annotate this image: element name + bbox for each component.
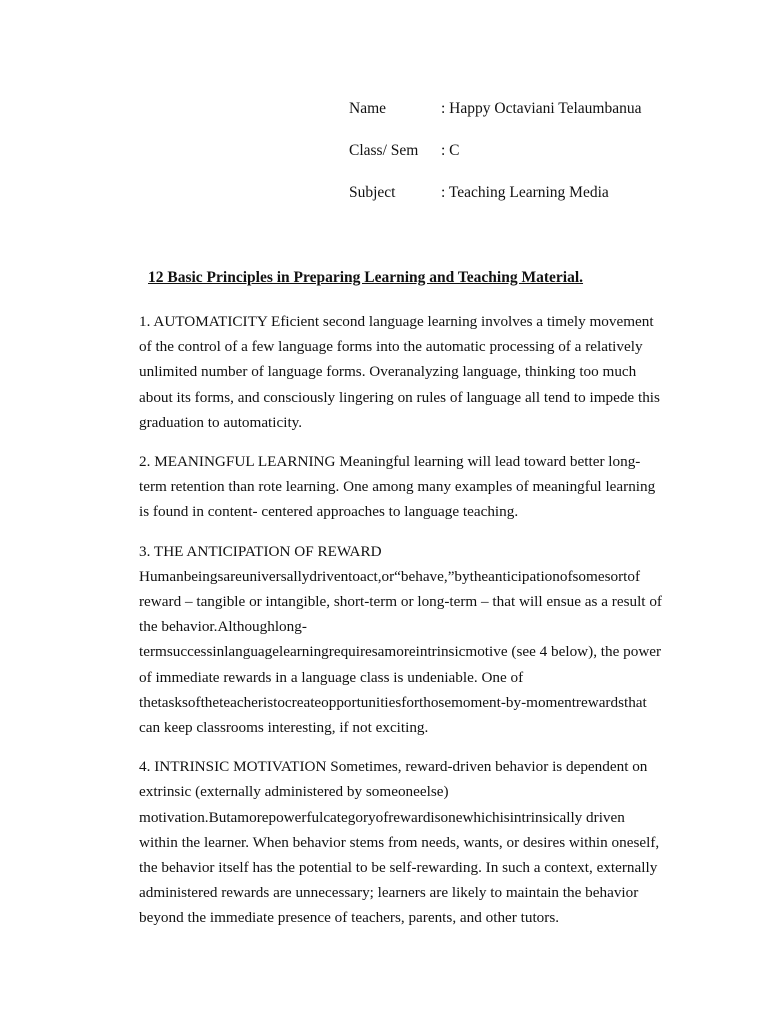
paragraph-line: beyond the immediate presence of teachers, parents, and other tutors. — [139, 909, 560, 927]
paragraph-line: graduation to automaticity. — [139, 413, 303, 431]
name-value: : Happy Octaviani Telaumbanua — [441, 100, 642, 117]
paragraph-line: thetasksoftheteacheristocreateopportunitiesforthosemoment-by-momentrewardsthat — [139, 693, 647, 711]
principle-paragraph — [139, 539, 679, 741]
paragraph-line: can keep classrooms interesting, if not exciting. — [139, 719, 429, 737]
paragraph-line: reward – tangible or intangible, short-term or long-term – that will ensue as a result of — [139, 593, 662, 611]
document-body — [139, 309, 679, 945]
subject-value: : Teaching Learning Media — [441, 184, 609, 201]
paragraph-line: term retention than rote learning. One among many examples of meaningful learning — [139, 478, 656, 496]
paragraph-line: extrinsic (externally administered by someoneelse) — [139, 783, 449, 801]
paragraph-line: 4. INTRINSIC MOTIVATION Sometimes, reward-driven behavior is dependent on — [139, 758, 648, 776]
subject-row — [349, 184, 749, 226]
principle-paragraph — [139, 309, 679, 435]
paragraph-line: administered rewards are unnecessary; learners are likely to maintain the behavior — [139, 884, 639, 902]
subject-label: Subject — [349, 184, 396, 201]
principle-paragraph — [139, 754, 679, 930]
class-row — [349, 142, 749, 184]
name-label: Name — [349, 100, 387, 117]
paragraph-line: unlimited number of language forms. Overanalyzing language, thinking too much — [139, 363, 637, 381]
paragraph-line: within the learner. When behavior stems from needs, wants, or desires within oneself, — [139, 833, 660, 851]
paragraph-line: about its forms, and consciously lingering on rules of language all tend to impede this — [139, 388, 660, 406]
paragraph-line: 1. AUTOMATICITY Eficient second language learning involves a timely movement — [139, 313, 654, 330]
paragraph-line: of immediate rewards in a language class is undeniable. One of — [139, 668, 524, 686]
paragraph-line: 3. THE ANTICIPATION OF REWARD — [139, 542, 382, 560]
class-label: Class/ Sem — [349, 142, 419, 159]
paragraph-line: 2. MEANINGFUL LEARNING Meaningful learning will lead toward better long- — [139, 453, 641, 471]
paragraph-line: is found in content- centered approaches to language teaching. — [139, 503, 519, 521]
paragraph-line: Humanbeingsareuniversallydriventoact,or“behave,”bytheanticipationofsomesortof — [139, 567, 641, 585]
paragraph-line: the behavior.Althoughlong- — [139, 618, 307, 636]
paragraph-line: the behavior itself has the potential to be self-rewarding. In such a context, externally — [139, 859, 658, 877]
paragraph-line: termsuccessinlanguagelearningrequiresamoreintrinsicmotive (see 4 below), the power — [139, 643, 662, 661]
student-info-header — [349, 100, 749, 226]
paragraph-line: motivation.Butamorepowerfulcategoryofrewardisonewhichisintrinsically driven — [139, 808, 625, 826]
paragraph-line: of the control of a few language forms into the automatic processing of a relatively — [139, 338, 643, 356]
class-value: : C — [441, 142, 460, 159]
document-title: 12 Basic Principles in Preparing Learning and Teaching Material. — [148, 269, 584, 286]
principle-paragraph — [139, 449, 679, 525]
name-row — [349, 100, 749, 142]
